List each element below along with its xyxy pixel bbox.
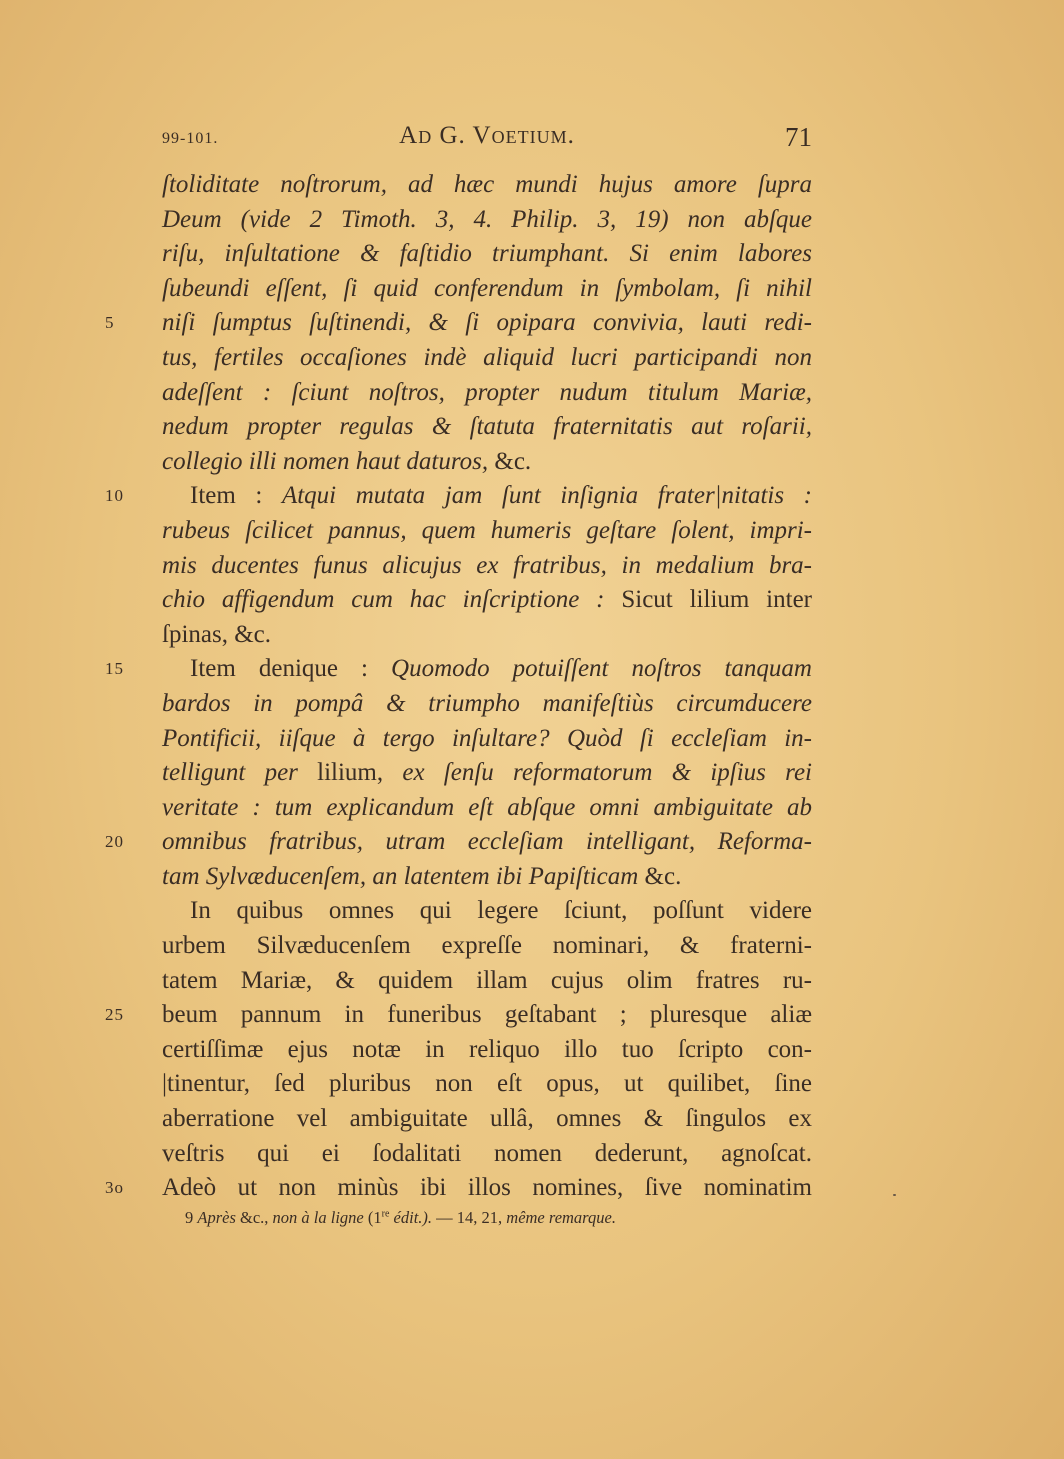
- text-segment: nedum propter regulas & ſtatuta fraternitatis aut roſarii,: [162, 413, 812, 441]
- text-line: [162, 410, 812, 445]
- line-number: 15: [105, 659, 124, 679]
- text-segment: niſi ſumptus ſuſtinendi, & ſi opipara convivia, lauti redi-: [162, 309, 812, 337]
- text-segment: adeſſent : ſciunt noſtros, propter nudum titulum Mariæ,: [162, 378, 812, 406]
- text-line: [162, 1033, 812, 1068]
- text-line: [162, 203, 812, 238]
- footnote-segment: &c.,: [240, 1208, 273, 1227]
- text-segment: certiſſimæ ejus notæ in reliquo illo tuo ſcripto con-: [162, 1035, 812, 1063]
- text-line: [162, 272, 812, 307]
- footnote-segment: (1: [367, 1208, 382, 1227]
- text-line: [162, 1102, 812, 1137]
- text-segment: mis ducentes funus alicujus ex fratribus, in medalium bra-: [162, 551, 812, 579]
- text-segment: &c.: [644, 862, 682, 890]
- text-line: [162, 376, 812, 411]
- text-segment: Quomodo potuiſſent noſtros tanquam: [391, 655, 812, 683]
- text-line: [162, 237, 812, 272]
- ink-speck: [893, 1194, 896, 1196]
- text-segment: ſpinas, &c.: [162, 620, 272, 648]
- text-segment: bardos in pompâ & triumpho manifeſtiùs circumducere: [162, 689, 812, 717]
- text-segment: Sicut lilium inter: [621, 586, 812, 614]
- footnote: [185, 1208, 825, 1228]
- text-segment: In quibus omnes qui legere ſciunt, poſſunt videre: [190, 897, 812, 925]
- text-line: [162, 341, 812, 376]
- footnote-segment: édit.).: [389, 1208, 433, 1227]
- text-line: [105, 1171, 812, 1206]
- text-line: [162, 791, 812, 826]
- footnote-segment: non à la ligne: [272, 1208, 368, 1227]
- footnote-segment: même remarque.: [506, 1208, 616, 1227]
- text-segment: tus, fertiles occaſiones indè aliquid lucri participandi non: [162, 343, 812, 371]
- text-segment: veſtris qui ei ſodalitati nomen dederunt, agnoſcat.: [162, 1139, 812, 1167]
- text-segment: Pontificii, iiſque à tergo inſultare? Quòd ſi eccleſiam in-: [162, 724, 812, 752]
- footnote-segment: 9: [185, 1208, 198, 1227]
- text-line: [162, 618, 812, 653]
- line-number: 3o: [105, 1178, 124, 1198]
- text-line: [162, 445, 812, 480]
- text-segment: Adeò ut non minùs ibi illos nomines, ſive nominatim: [162, 1174, 812, 1202]
- line-number: 10: [105, 486, 124, 506]
- text-line: [162, 583, 812, 618]
- text-line: [105, 652, 812, 687]
- text-segment: urbem Silvæducenſem expreſſe nominari, & fraterni-: [162, 932, 812, 960]
- footnote-segment: — 14, 21,: [432, 1208, 507, 1227]
- text-line: [105, 306, 812, 341]
- text-segment: collegio illi nomen haut daturos,: [162, 447, 495, 475]
- text-line: [162, 514, 812, 549]
- text-segment: chio affigendum cum hac inſcriptione :: [162, 586, 622, 614]
- text-segment: tatem Mariæ, & quidem illam cujus olim fratres ru-: [162, 966, 812, 994]
- text-segment: omnibus fratribus, utram eccleſiam intelligant, Reforma-: [162, 828, 812, 856]
- text-line: [105, 479, 812, 514]
- text-segment: riſu, inſultatione & faſtidio triumphant. Si enim labores: [162, 240, 812, 268]
- text-line: [162, 860, 812, 895]
- text-line: [162, 1067, 812, 1102]
- text-segment: &c.: [494, 447, 532, 475]
- footnote-segment: Après: [197, 1208, 240, 1227]
- text-line: [162, 722, 812, 757]
- page-header: [162, 122, 812, 158]
- text-segment: |tinentur, ſed pluribus non eſt opus, ut quilibet, ſine: [162, 1070, 812, 1098]
- text-line: [162, 929, 812, 964]
- page-range: 99-101.: [162, 130, 219, 147]
- body-text: [105, 168, 812, 1206]
- text-segment: Item denique :: [190, 655, 392, 683]
- text-line: [105, 998, 812, 1033]
- footnote-segment: re: [381, 1208, 390, 1220]
- text-segment: tam Sylvæducenſem, an latentem ibi Papiſticam: [162, 862, 645, 890]
- text-segment: Deum (vide 2 Timoth. 3, 4. Philip. 3, 19) non abſque: [162, 205, 812, 233]
- text-segment: veritate : tum explicandum eſt abſque omni ambiguitate ab: [162, 793, 812, 821]
- text-segment: lilium,: [317, 759, 403, 787]
- text-segment: beum pannum in funeribus geſtabant ; pluresque aliæ: [162, 1001, 812, 1029]
- text-segment: telligunt per: [162, 759, 318, 787]
- text-line: [105, 825, 812, 860]
- text-segment: ſubeundi eſſent, ſi quid conferendum in ſymbolam, ſi nihil: [162, 274, 812, 302]
- page-number: 71: [785, 122, 812, 152]
- text-line: [162, 1137, 812, 1172]
- text-line: [162, 964, 812, 999]
- text-line: [162, 549, 812, 584]
- text-segment: Item :: [190, 482, 282, 510]
- running-title: Ad G. Voetium.: [399, 122, 575, 149]
- line-number: 25: [105, 1005, 124, 1025]
- text-segment: aberratione vel ambiguitate ullâ, omnes & ſingulos ex: [162, 1105, 812, 1133]
- line-number: 5: [105, 313, 115, 333]
- text-line: [162, 756, 812, 791]
- text-line: [162, 687, 812, 722]
- text-segment: rubeus ſcilicet pannus, quem humeris geſtare ſolent, impri-: [162, 516, 812, 544]
- text-line: [162, 168, 812, 203]
- line-number: 20: [105, 832, 124, 852]
- text-line: [162, 894, 812, 929]
- text-segment: Atqui mutata jam ſunt inſignia frater|nitatis :: [281, 482, 812, 510]
- text-segment: ex ſenſu reformatorum & ipſius rei: [402, 759, 812, 787]
- text-segment: ſtoliditate noſtrorum, ad hæc mundi hujus amore ſupra: [162, 171, 812, 198]
